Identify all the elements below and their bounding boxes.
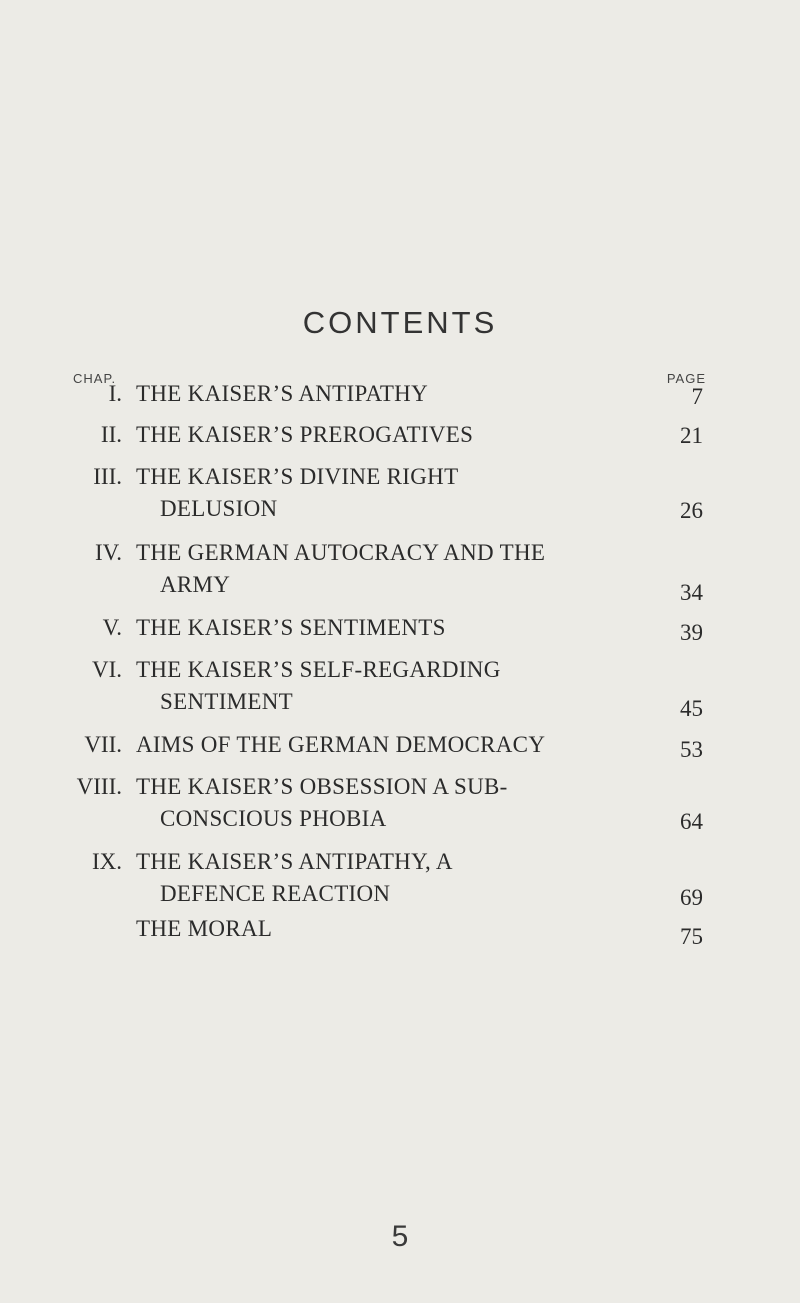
page-title: CONTENTS xyxy=(302,305,498,340)
chapter-page-number: 69 xyxy=(680,885,703,910)
chapter-page-number: 53 xyxy=(680,737,703,762)
chapter-title: THE MORAL xyxy=(136,916,273,941)
chapter-page-number: 75 xyxy=(680,924,703,949)
chapter-title: THE KAISER’S SENTIMENTS xyxy=(136,615,446,640)
chapter-title: THE KAISER’S SELF-REGARDING xyxy=(136,657,501,682)
chapter-column-header: CHAP. xyxy=(73,371,117,386)
chapter-number: IV. xyxy=(94,540,122,565)
chapter-title: THE KAISER’S PREROGATIVES xyxy=(136,422,474,447)
chapter-number: IX. xyxy=(91,849,122,874)
chapter-number: III. xyxy=(93,464,122,489)
chapter-title-continuation: DEFENCE REACTION xyxy=(160,881,391,906)
chapter-title: THE KAISER’S ANTIPATHY xyxy=(136,381,428,406)
chapter-page-number: 45 xyxy=(680,696,703,721)
chapter-page-number: 39 xyxy=(680,620,703,645)
chapter-page-number: 7 xyxy=(691,384,703,409)
chapter-title: AIMS OF THE GERMAN DEMOCRACY xyxy=(136,732,546,757)
chapter-number: VII. xyxy=(84,732,122,757)
chapter-title: THE KAISER’S ANTIPATHY, A xyxy=(136,849,453,874)
chapter-page-number: 26 xyxy=(680,498,703,523)
chapter-title: THE KAISER’S OBSESSION A SUB- xyxy=(136,774,508,799)
chapter-title-continuation: SENTIMENT xyxy=(160,689,294,714)
chapter-title-continuation: ARMY xyxy=(160,572,231,597)
chapter-page-number: 34 xyxy=(680,580,703,605)
page-folio-number: 5 xyxy=(391,1220,409,1253)
chapter-number: V. xyxy=(102,615,122,640)
chapter-number: VI. xyxy=(91,657,122,682)
chapter-page-number: 21 xyxy=(680,423,703,448)
chapter-title: THE KAISER’S DIVINE RIGHT xyxy=(136,464,459,489)
chapter-number: II. xyxy=(100,422,122,447)
chapter-number: VIII. xyxy=(76,774,122,799)
chapter-title: THE GERMAN AUTOCRACY AND THE xyxy=(136,540,546,565)
page-column-header: PAGE xyxy=(666,371,706,386)
chapter-title-continuation: DELUSION xyxy=(160,496,278,521)
chapter-page-number: 64 xyxy=(680,809,703,834)
chapter-title-continuation: CONSCIOUS PHOBIA xyxy=(160,806,387,831)
chapter-number: I. xyxy=(108,381,122,406)
